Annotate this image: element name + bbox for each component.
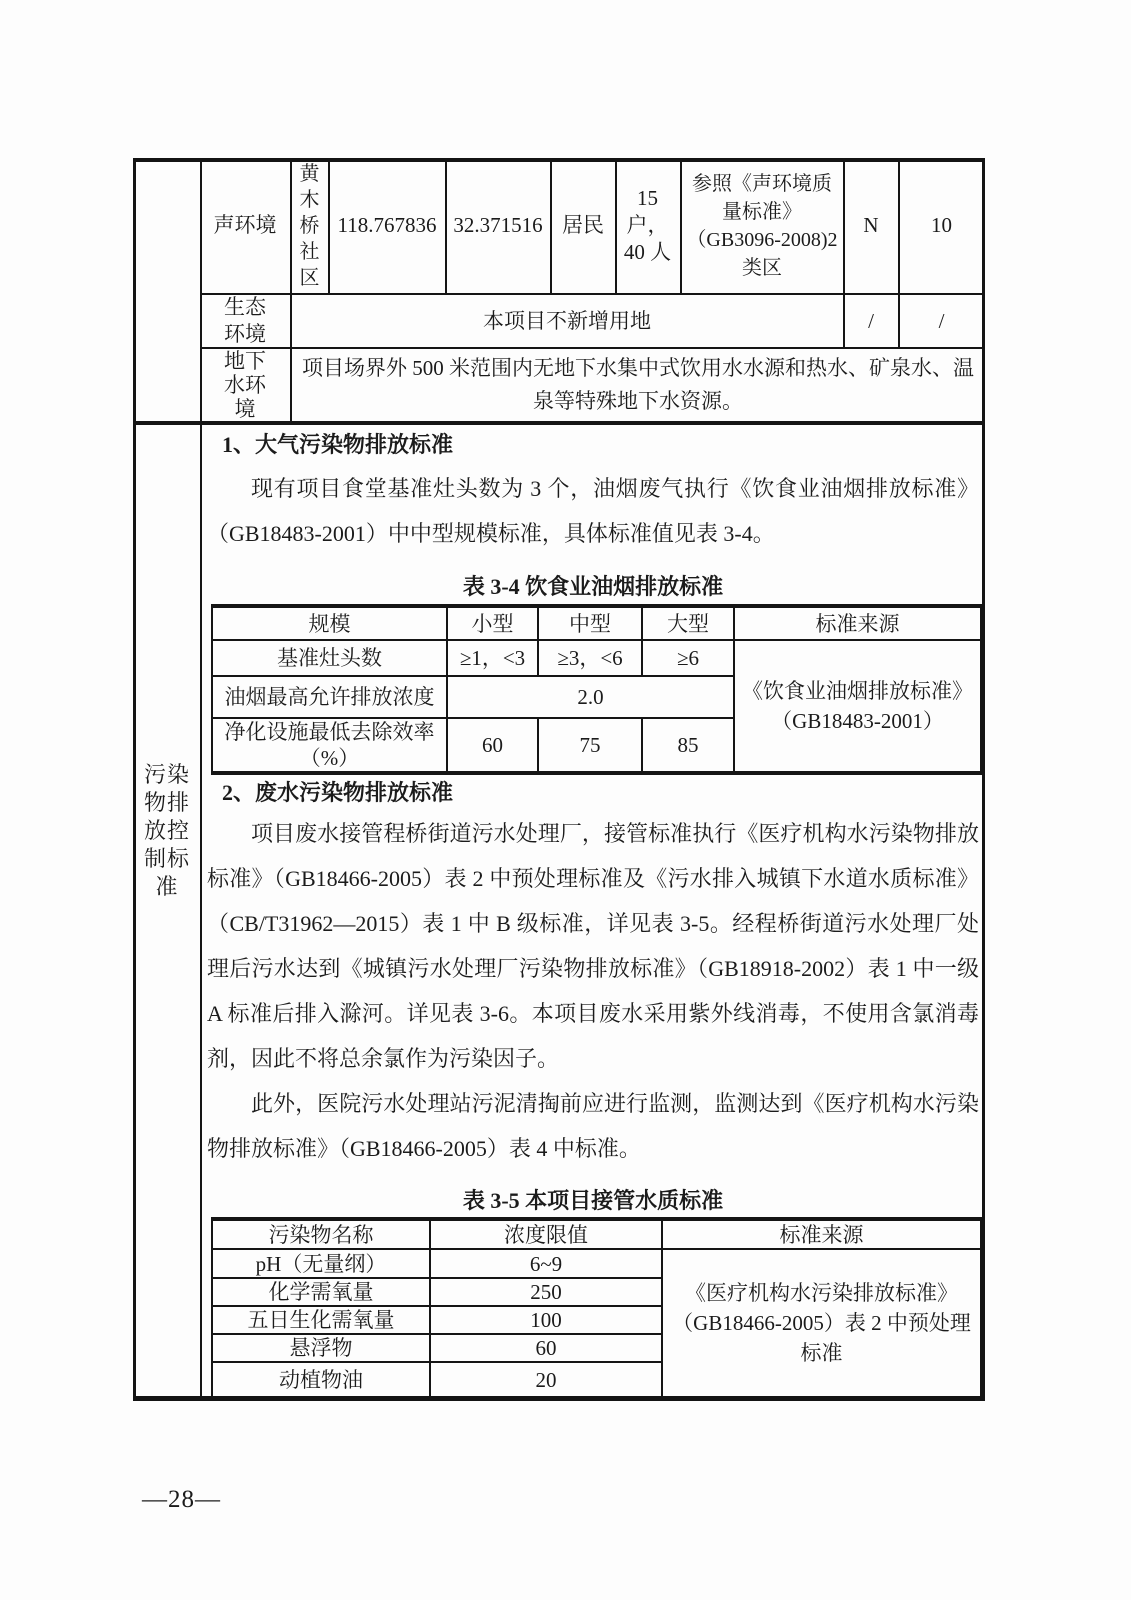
noise-target-cell [553, 160, 613, 291]
noise-flag-cell [846, 160, 896, 291]
noise-standard-text: 参照《声环境质量标准》（GB3096-2008)2 类区 [686, 172, 838, 279]
eco-label-text: 生态环境 [224, 295, 266, 346]
t34-efficiency-large: 85 [643, 719, 735, 771]
vline-flag [843, 158, 845, 348]
t34-stove-medium: ≥3，<6 [539, 641, 643, 677]
t34-concentration-label: 油烟最高允许排放浓度 [213, 677, 448, 719]
noise-latitude-value: 32.371516 [453, 213, 543, 237]
t34-header-scale: 规模 [213, 608, 448, 641]
t35-row-ph-limit: 6~9 [431, 1250, 663, 1279]
table-3-4-title: 表 3-4 饮食业油烟排放标准 [462, 574, 724, 599]
t35-row-oil-name: 动植物油 [213, 1363, 431, 1396]
t34-efficiency-label: 净化设施最低去除效率（%） [213, 719, 448, 771]
water-section-heading: 2、废水污染物排放标准 [222, 780, 454, 805]
t34-source-cell: 《饮食业油烟排放标准》（GB18483-2001） [742, 679, 973, 733]
t35-row-oil-limit: 20 [431, 1363, 663, 1396]
water-paragraph-2: 此外，医院污水处理站污泥清掏前应进行监测，监测达到《医疗机构水污染物排放标准》（GB18466-2005）表 4 中标准。 [207, 1091, 979, 1161]
t34-header-small: 小型 [448, 608, 539, 641]
section-label-text: 污染物排放控制标准 [143, 762, 190, 899]
t34-efficiency-small: 60 [448, 719, 539, 771]
vline-latitude [550, 158, 552, 293]
t35-header-limit: 浓度限值 [431, 1221, 663, 1250]
hline-noise-bottom [200, 293, 982, 295]
vline-distance [898, 158, 900, 348]
vline-env-label [290, 158, 292, 423]
noise-latitude-cell [448, 160, 548, 291]
eco-content-cell [293, 296, 841, 346]
t34-efficiency-medium: 75 [539, 719, 643, 771]
groundwater-content-cell [293, 350, 983, 419]
table-3-4 [211, 604, 982, 775]
noise-longitude-value: 118.767836 [337, 213, 437, 237]
section-row-label [134, 761, 200, 911]
noise-distance-cell [901, 160, 982, 291]
groundwater-content-text: 项目场界外 500 米范围内无地下水集中式饮用水水源和热水、矿泉水、温泉等特殊地下水资源。 [302, 355, 974, 413]
groundwater-row-label [202, 350, 288, 419]
vline-scale [680, 158, 682, 293]
groundwater-label-text: 地下水环境 [224, 348, 266, 421]
vline-longitude [445, 158, 447, 293]
noise-site-text: 黄木桥社区 [299, 162, 320, 289]
t35-row-cod-limit: 250 [431, 1279, 663, 1307]
t34-stove-small: ≥1，<3 [448, 641, 539, 677]
t35-row-bod-limit: 100 [431, 1307, 663, 1335]
t35-row-cod-name: 化学需氧量 [213, 1279, 431, 1307]
noise-site-cell [293, 160, 326, 291]
noise-longitude-cell [331, 160, 443, 291]
water-paragraph-1: 项目废水接管程桥街道污水处理厂，接管标准执行《医疗机构水污染物排放标准》（GB18466-2005）表 2 中预处理标准及《污水排入城镇下水道水质标准》（CB/T31962—2015）表 1 中 B 级标准，详见表 3-5。经程桥街道污水处理厂处理后污水达到《城镇污水处理厂污染物排放标准》（GB18918-2002）表 1 中一级 A 标准后排入滁河。详见表 3-6。本项目废水采用紫外线消毒，不使用含氯消毒剂，因此不将总余氯作为污染因子。 [207, 821, 979, 1071]
eco-row-label [202, 296, 288, 346]
t35-row-bod-name: 五日生化需氧量 [213, 1307, 431, 1335]
t34-header-large: 大型 [643, 608, 735, 641]
t35-row-ss-limit: 60 [431, 1335, 663, 1363]
noise-label-text: 声环境 [213, 213, 277, 237]
noise-scale-text: 15 户，40 人 [623, 186, 672, 264]
air-section-paragraph: 现有项目食堂基准灶头数为 3 个，油烟废气执行《饮食业油烟排放标准》（GB18483-2001）中中型规模标准，具体标准值见表 3-4。 [207, 476, 979, 546]
hline-section-divider [133, 421, 985, 425]
vline-site [328, 158, 330, 293]
table-3-5-title: 表 3-5 本项目接管水质标准 [462, 1188, 724, 1213]
noise-scale-cell [617, 160, 678, 291]
table-3-5 [211, 1217, 982, 1396]
noise-target-text: 居民 [562, 213, 604, 237]
t34-header-source: 标准来源 [735, 608, 980, 641]
t34-stove-label: 基准灶头数 [213, 641, 448, 677]
t35-header-source: 标准来源 [663, 1221, 980, 1250]
t35-row-ss-name: 悬浮物 [213, 1335, 431, 1363]
noise-standard-cell [683, 160, 841, 291]
hline-eco-bottom [200, 347, 982, 349]
t35-row-ph-name: pH（无量纲） [213, 1250, 431, 1279]
t34-concentration-value: 2.0 [448, 677, 735, 719]
t35-header-pollutant: 污染物名称 [213, 1221, 431, 1250]
air-section-heading: 1、大气污染物排放标准 [222, 432, 454, 457]
eco-slash2-cell [901, 296, 982, 346]
t35-source-cell: 《医疗机构水污染排放标准》（GB18466-2005）表 2 中预处理标准 [672, 1281, 971, 1365]
noise-distance-value: 10 [931, 213, 952, 237]
noise-row-label [202, 160, 288, 291]
page-number: —28— [142, 1486, 221, 1513]
eco-slash1-value: / [868, 308, 874, 333]
t34-header-medium: 中型 [539, 608, 643, 641]
eco-slash1-cell [846, 296, 896, 346]
eco-slash2-value: / [938, 308, 945, 333]
t34-stove-large: ≥6 [643, 641, 735, 677]
eco-content-text: 本项目不新增用地 [483, 308, 651, 333]
noise-flag-value: N [863, 213, 879, 237]
